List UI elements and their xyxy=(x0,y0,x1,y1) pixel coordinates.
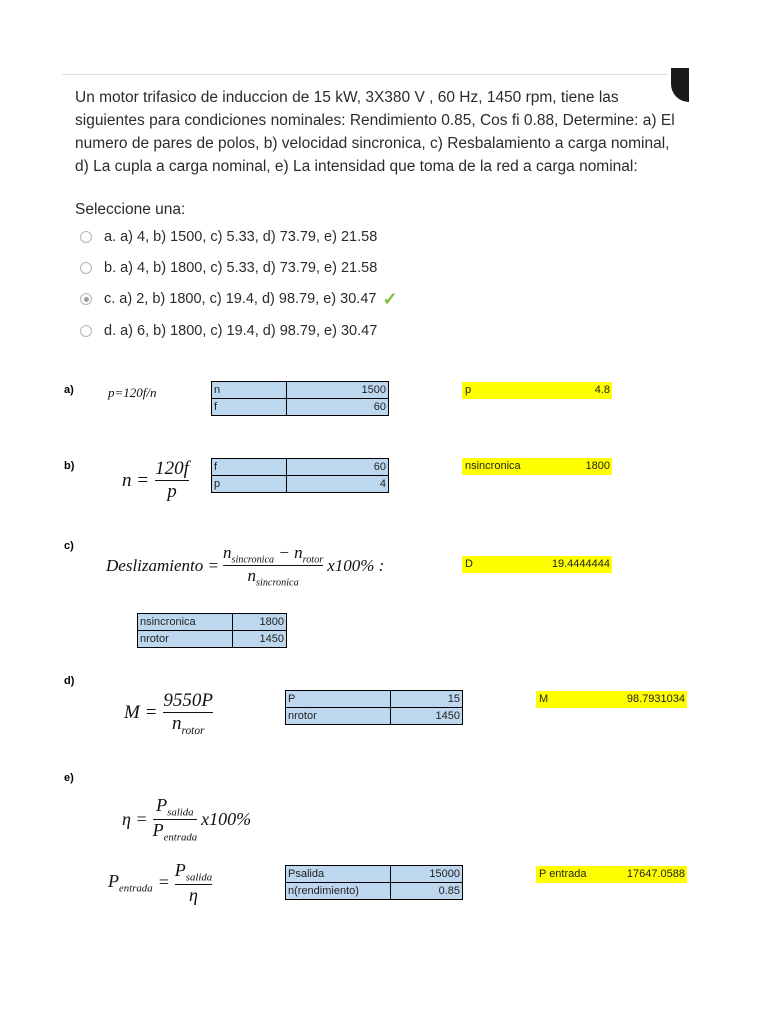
table-cell: 1450 xyxy=(391,708,463,725)
option-label: c. a) 2, b) 1800, c) 19.4, d) 98.79, e) 30.47 xyxy=(104,291,377,307)
checkmark-icon: ✓ xyxy=(382,288,398,309)
formula-fraction xyxy=(155,458,189,503)
part-d-result xyxy=(536,691,687,708)
part-b-formula xyxy=(122,458,189,503)
subscript: sincronica xyxy=(231,554,275,566)
table-row xyxy=(212,382,389,399)
subscript: entrada xyxy=(163,831,198,844)
table-cell: p xyxy=(212,476,287,493)
formula-fraction xyxy=(153,795,198,843)
result-name: M xyxy=(539,693,549,705)
table-row xyxy=(286,866,463,883)
denominator xyxy=(153,820,198,844)
table-cell: 1450 xyxy=(233,631,287,648)
part-a-label: a) xyxy=(64,384,74,396)
result-value: 1800 xyxy=(585,460,610,472)
minus-sign: − xyxy=(274,543,295,562)
part-b-label: b) xyxy=(64,460,75,472)
table-row xyxy=(138,614,287,631)
table-cell: P xyxy=(286,691,391,708)
part-e-label: e) xyxy=(64,772,74,784)
formula-fraction xyxy=(163,690,213,737)
subscript: rotor xyxy=(302,554,324,566)
table-cell: f xyxy=(212,399,287,416)
part-d-formula xyxy=(124,690,213,737)
part-c-table xyxy=(137,613,287,648)
select-label: Seleccione una: xyxy=(75,201,186,218)
table-cell: f xyxy=(212,459,287,476)
numerator: 9550P xyxy=(163,690,214,711)
numerator xyxy=(156,795,193,819)
formula-lhs xyxy=(108,871,153,895)
table-cell: 15000 xyxy=(391,866,463,883)
subscript: salida xyxy=(167,806,194,819)
part-d-table xyxy=(285,690,463,725)
denominator-term: n xyxy=(171,713,182,734)
table-row xyxy=(212,459,389,476)
table-row xyxy=(286,708,463,725)
denominator xyxy=(172,713,205,737)
table-row xyxy=(286,883,463,900)
part-c-formula xyxy=(106,543,384,589)
numerator xyxy=(223,543,323,565)
radio-button[interactable] xyxy=(80,262,92,274)
result-name: nsincronica xyxy=(465,460,521,472)
part-a-result xyxy=(462,382,612,399)
table-cell: nrotor xyxy=(286,708,391,725)
table-cell: 1800 xyxy=(233,614,287,631)
formula-lhs: M = xyxy=(124,702,158,724)
denominator: η xyxy=(188,884,198,905)
numerator: 120f xyxy=(155,458,189,479)
table-cell: n(rendimiento) xyxy=(286,883,391,900)
part-e-formula-input-power xyxy=(108,860,212,906)
part-c-result xyxy=(462,556,612,573)
table-cell: 60 xyxy=(287,459,389,476)
option-label: a. a) 4, b) 1500, c) 5.33, d) 73.79, e) 21.58 xyxy=(104,229,378,245)
numerator-term: n xyxy=(223,543,232,562)
formula-fraction xyxy=(175,860,212,906)
table-cell: 0.85 xyxy=(391,883,463,900)
part-d-label: d) xyxy=(64,675,75,687)
result-name: D xyxy=(465,558,473,570)
top-divider xyxy=(62,74,668,75)
result-value: 98.7931034 xyxy=(626,693,685,705)
table-cell: nsincronica xyxy=(138,614,233,631)
option-label: b. a) 4, b) 1800, c) 5.33, d) 73.79, e) 21.58 xyxy=(104,260,378,276)
denominator: p xyxy=(167,481,177,502)
numerator xyxy=(175,860,212,884)
denominator-term: P xyxy=(152,819,164,840)
table-row xyxy=(286,691,463,708)
radio-button[interactable] xyxy=(80,325,92,337)
formula-lhs: η = xyxy=(122,808,148,829)
option-a[interactable] xyxy=(80,227,377,247)
denominator-term: n xyxy=(247,566,257,586)
table-cell: 60 xyxy=(287,399,389,416)
part-b-table xyxy=(211,458,389,493)
denominator xyxy=(248,566,299,588)
table-cell: 4 xyxy=(287,476,389,493)
table-cell: 1500 xyxy=(287,382,389,399)
part-a-table xyxy=(211,381,389,416)
radio-button[interactable] xyxy=(80,231,92,243)
option-c[interactable] xyxy=(80,289,398,309)
formula-fraction xyxy=(223,543,323,589)
equals-sign: = xyxy=(157,872,170,893)
formula-tail: x100% : xyxy=(327,555,385,575)
table-row xyxy=(212,476,389,493)
formula-lhs: Deslizamiento = xyxy=(106,555,219,575)
part-e-formula-efficiency xyxy=(122,795,251,843)
part-c-label: c) xyxy=(64,540,74,552)
subscript: rotor xyxy=(181,724,205,737)
table-cell: Psalida xyxy=(286,866,391,883)
option-b[interactable] xyxy=(80,258,377,278)
table-row xyxy=(212,399,389,416)
numerator-term: P xyxy=(174,860,186,880)
part-b-result xyxy=(462,458,612,475)
option-label: d. a) 6, b) 1800, c) 19.4, d) 98.79, e) 30.47 xyxy=(104,323,378,339)
result-name: P entrada xyxy=(539,868,587,880)
table-row xyxy=(138,631,287,648)
option-d[interactable] xyxy=(80,321,377,341)
table-cell: nrotor xyxy=(138,631,233,648)
table-cell: 15 xyxy=(391,691,463,708)
question-text: Un motor trifasico de induccion de 15 kW, 3X380 V , 60 Hz, 1450 rpm, tiene las siguientes para condiciones nominales: Rendimiento 0.85, Cos fi 0.88, Determine: a) El numero de pares de polos, b) velocidad sincronica, c) Resbalamiento a carga nominal, d) La cupla a carga nominal, e) La intensidad que toma de la red a carga nominal: xyxy=(75,89,675,175)
numerator-term: P xyxy=(156,795,168,815)
part-e-table xyxy=(285,865,463,900)
result-name: p xyxy=(465,384,472,396)
result-value: 4.8 xyxy=(594,384,610,396)
radio-button-selected[interactable] xyxy=(80,293,92,305)
table-cell: n xyxy=(212,382,287,399)
lhs-term: P xyxy=(108,871,119,891)
subscript: sincronica xyxy=(256,577,299,589)
result-value: 19.4444444 xyxy=(551,558,610,570)
part-a-formula: p=120f/n xyxy=(108,385,157,400)
formula-tail: x100% xyxy=(201,808,252,829)
subscript: salida xyxy=(185,871,213,884)
part-e-result xyxy=(536,866,687,883)
formula-lhs: n = xyxy=(122,469,150,491)
subscript: entrada xyxy=(119,882,153,895)
numerator-term: n xyxy=(294,543,303,562)
result-value: 17647.0588 xyxy=(626,868,685,880)
